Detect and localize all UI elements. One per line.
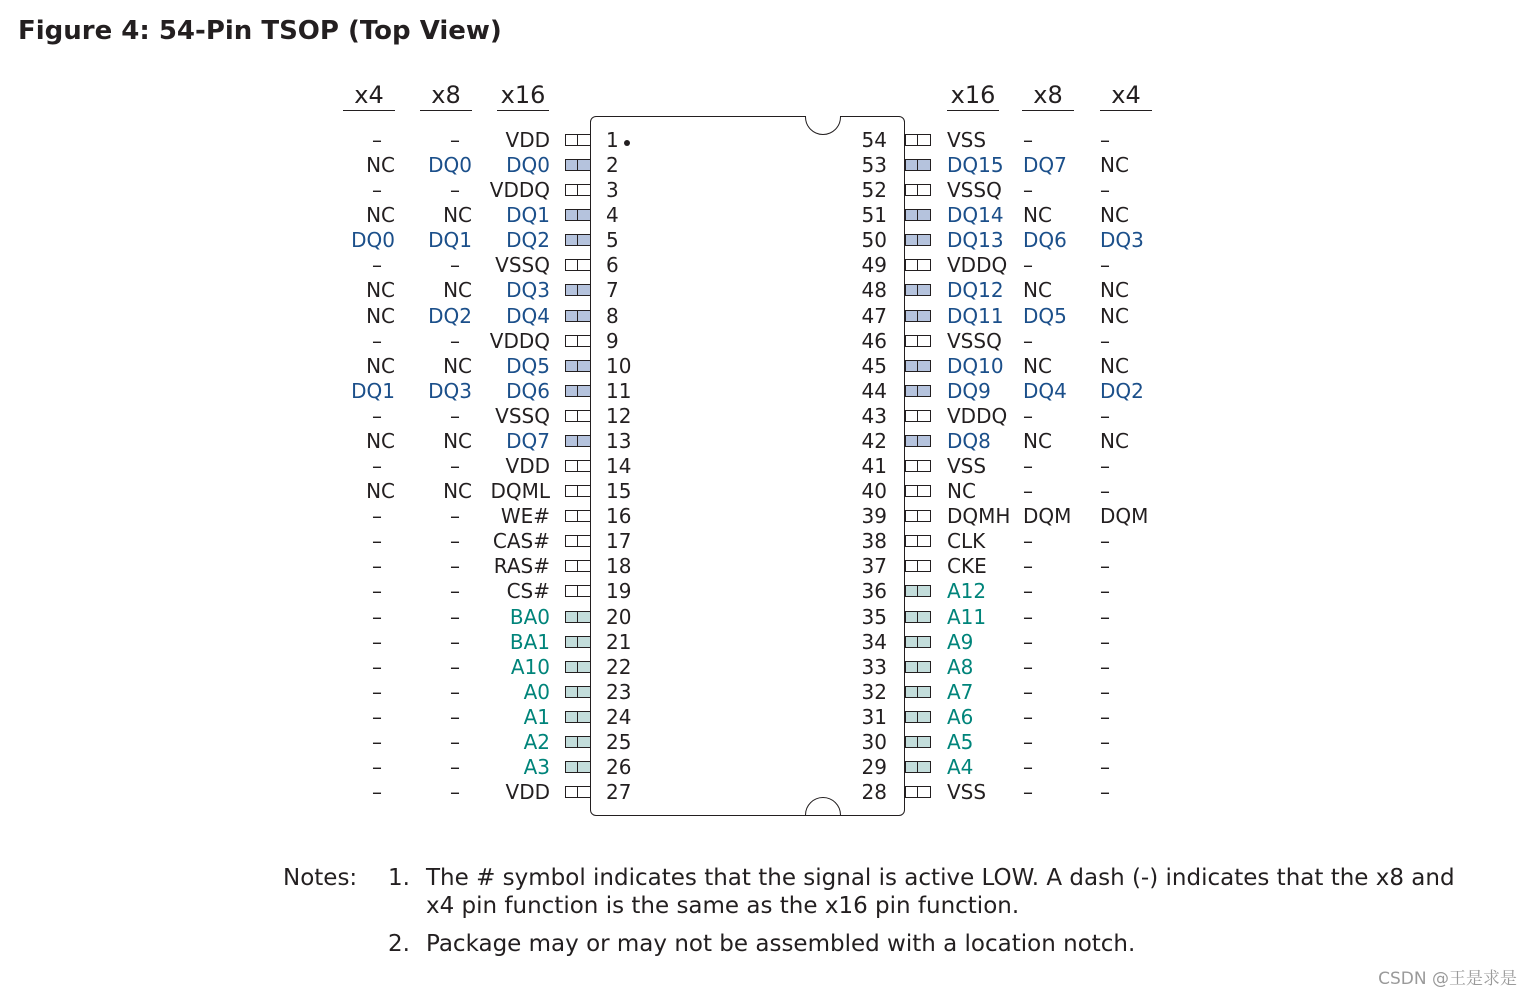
pin-x16-label: DQ10 <box>947 353 1004 378</box>
top-notch <box>805 99 841 135</box>
pin-x4-label: NC <box>366 203 395 228</box>
pin-x8-label: – <box>450 504 460 529</box>
pin-x4-label: – <box>1100 704 1110 729</box>
pin-x16-label: VSSQ <box>495 403 550 428</box>
note-1-number: 1. <box>388 865 410 891</box>
pin-49-lead <box>905 259 931 271</box>
pin-32-lead <box>905 686 931 698</box>
pin-pin-label: 53 <box>861 153 887 178</box>
pin-x8-label: – <box>1023 454 1033 479</box>
pin-x4-label: NC <box>366 303 395 328</box>
pin-x4-label: – <box>1100 328 1110 353</box>
pin-x8-label: NC <box>443 428 472 453</box>
pin-x8-label: – <box>1023 755 1033 779</box>
pin-pin-label: 6 <box>606 253 619 278</box>
pin-pin-label: 14 <box>606 454 632 479</box>
pin-x8-label: DQ3 <box>428 378 472 403</box>
pin-40-lead <box>905 485 931 497</box>
pin-x4-label: – <box>1100 554 1110 579</box>
pin-x8-label: – <box>1023 178 1033 203</box>
pin-x4-label: – <box>372 679 382 704</box>
pin-x4-label: – <box>372 178 382 203</box>
pin-x8-label: – <box>450 704 460 729</box>
pin-x8-label: NC <box>1023 278 1052 303</box>
pin-pin-label: 35 <box>861 604 887 629</box>
pin-9-lead <box>565 335 591 347</box>
pin-x8-label: – <box>1023 403 1033 428</box>
pin-28-lead <box>905 786 931 798</box>
pin-x4-label: NC <box>1100 428 1129 453</box>
pin-x8-label: – <box>450 579 460 604</box>
pin-x8-label: – <box>1023 704 1033 729</box>
pin-x4-label: NC <box>1100 153 1129 178</box>
pin-27-lead <box>565 786 591 798</box>
pin-x8-label: – <box>1023 128 1033 152</box>
pin-pin-label: 39 <box>861 504 887 529</box>
pin-x16-label: DQ9 <box>947 378 991 403</box>
pin-pin-label: 41 <box>861 454 887 479</box>
pin-pin-label: 45 <box>861 353 887 378</box>
pin-7-lead <box>565 284 591 296</box>
pin-6-lead <box>565 259 591 271</box>
pin-pin-label: 17 <box>606 529 632 554</box>
pin-pin-label: 47 <box>861 303 887 328</box>
pin-15-lead <box>565 485 591 497</box>
pin-x4-label: NC <box>1100 303 1129 328</box>
pin-36-lead <box>905 585 931 597</box>
pin-x16-label: VSS <box>947 128 987 152</box>
pin-x4-label: – <box>1100 454 1110 479</box>
pin-18-lead <box>565 560 591 572</box>
pin-x8-label: – <box>1023 604 1033 629</box>
pin-x16-label: VDD <box>505 454 550 479</box>
pin-x4-label: – <box>1100 679 1110 704</box>
pin-pin-label: 9 <box>606 328 619 353</box>
pin-29-lead <box>905 761 931 773</box>
pin-x8-label: – <box>450 629 460 654</box>
pin-x16-label: VSSQ <box>947 178 1002 203</box>
pin-x4-label: – <box>372 780 382 805</box>
pin-pin-label: 30 <box>861 729 887 754</box>
pin-x16-label: DQ4 <box>506 303 550 328</box>
pin-x4-label: – <box>372 654 382 679</box>
pin-pin-label: 2 <box>606 153 619 178</box>
header-left-x8: x8 <box>420 80 472 111</box>
pin-x16-label: DQ1 <box>506 203 550 228</box>
pin-x16-label: VDDQ <box>947 403 1008 428</box>
pin-x4-label: DQ0 <box>351 228 395 253</box>
pin-4-lead <box>565 209 591 221</box>
pin-x16-label: A8 <box>947 654 974 679</box>
pin-x16-label: A2 <box>523 729 550 754</box>
pin-pin-label: 50 <box>861 228 887 253</box>
pin-x4-label: – <box>372 454 382 479</box>
pin-pin-label: 34 <box>861 629 887 654</box>
pin-23-lead <box>565 686 591 698</box>
pin-x4-label: – <box>1100 479 1110 504</box>
pin-x8-label: NC <box>443 203 472 228</box>
note-2-text: Package may or may not be assembled with a location notch. <box>426 931 1136 957</box>
header-left-x16: x16 <box>497 80 549 111</box>
pin-x8-label: – <box>1023 780 1033 805</box>
pin-3-lead <box>565 184 591 196</box>
pin-22-lead <box>565 661 591 673</box>
pin-x16-label: DQ7 <box>506 428 550 453</box>
pin-x16-label: DQ3 <box>506 278 550 303</box>
pin-x16-label: VDDQ <box>489 328 550 353</box>
pin-51-lead <box>905 209 931 221</box>
pin-x8-label: DQ0 <box>428 153 472 178</box>
pin-38-lead <box>905 535 931 547</box>
pin-42-lead <box>905 435 931 447</box>
pin-33-lead <box>905 661 931 673</box>
pin-x4-label: – <box>372 579 382 604</box>
pin-pin-label: 19 <box>606 579 632 604</box>
pin-x4-label: NC <box>1100 203 1129 228</box>
pin-x16-label: A3 <box>523 755 550 779</box>
pin-x4-label: – <box>1100 604 1110 629</box>
pin-x4-label: – <box>1100 403 1110 428</box>
pin-x16-label: A5 <box>947 729 974 754</box>
pin-x16-label: NC <box>947 479 976 504</box>
pin-x4-label: DQ1 <box>351 378 395 403</box>
pin-pin-label: 18 <box>606 554 632 579</box>
pin-x8-label: – <box>450 729 460 754</box>
pin-x16-label: A4 <box>947 755 974 779</box>
pin-x8-label: – <box>1023 328 1033 353</box>
pin-pin-label: 25 <box>606 729 632 754</box>
header-right-x16: x16 <box>947 80 999 111</box>
pin-x8-label: – <box>1023 629 1033 654</box>
pin-x8-label: – <box>1023 654 1033 679</box>
header-left-x4: x4 <box>343 80 395 111</box>
pin-pin-label: 43 <box>861 403 887 428</box>
pin-34-lead <box>905 636 931 648</box>
pin-x16-label: VSS <box>947 454 987 479</box>
pin-25-lead <box>565 736 591 748</box>
pin-pin-label: 52 <box>861 178 887 203</box>
pin-26-lead <box>565 761 591 773</box>
pin-x8-label: – <box>450 604 460 629</box>
pin-x8-label: – <box>450 529 460 554</box>
pin-53-lead <box>905 159 931 171</box>
pin-x16-label: VSSQ <box>947 328 1002 353</box>
pin-pin-label: 20 <box>606 604 632 629</box>
pin-x4-label: – <box>1100 579 1110 604</box>
pin-31-lead <box>905 711 931 723</box>
pin-x4-label: – <box>372 403 382 428</box>
pin-19-lead <box>565 585 591 597</box>
pin-x8-label: DQ4 <box>1023 378 1067 403</box>
pin-41-lead <box>905 460 931 472</box>
pin-x4-label: NC <box>366 353 395 378</box>
pin-x8-label: – <box>1023 253 1033 278</box>
pin-x8-label: NC <box>1023 428 1052 453</box>
header-right-x8: x8 <box>1022 80 1074 111</box>
pin-x4-label: – <box>1100 629 1110 654</box>
pin-x4-label: – <box>372 554 382 579</box>
pin-x16-label: A0 <box>523 679 550 704</box>
pin-pin-label: 27 <box>606 780 632 805</box>
pin-x4-label: – <box>1100 529 1110 554</box>
pin-20-lead <box>565 611 591 623</box>
pin-x4-label: DQ3 <box>1100 228 1144 253</box>
pin-pin-label: 16 <box>606 504 632 529</box>
figure-title: Figure 4: 54-Pin TSOP (Top View) <box>18 16 502 46</box>
pin-x16-label: VDD <box>505 780 550 805</box>
pin-x4-label: – <box>1100 780 1110 805</box>
pin-x8-label: – <box>1023 679 1033 704</box>
pin-x4-label: – <box>372 704 382 729</box>
pin-x8-label: DQM <box>1023 504 1072 529</box>
pin-x16-label: CAS# <box>492 529 550 554</box>
pin-x16-label: A9 <box>947 629 974 654</box>
pin-x4-label: NC <box>1100 353 1129 378</box>
pin-x8-label: – <box>1023 479 1033 504</box>
pin-16-lead <box>565 510 591 522</box>
pin-pin-label: 24 <box>606 704 632 729</box>
pin-x8-label: – <box>450 328 460 353</box>
pin-x16-label: DQ0 <box>506 153 550 178</box>
pin-x8-label: – <box>450 780 460 805</box>
pin-x8-label: NC <box>1023 203 1052 228</box>
pin-pin-label: 13 <box>606 428 632 453</box>
pin-pin-label: 40 <box>861 479 887 504</box>
pin-x16-label: DQ6 <box>506 378 550 403</box>
pin-x4-label: – <box>372 604 382 629</box>
pin-x8-label: – <box>450 128 460 152</box>
pin-x4-label: – <box>1100 178 1110 203</box>
pin-x8-label: – <box>450 178 460 203</box>
pin-x4-label: – <box>372 629 382 654</box>
pin-30-lead <box>905 736 931 748</box>
pin-pin-label: 42 <box>861 428 887 453</box>
notes-label: Notes: <box>283 865 358 891</box>
pin-pin-label: 51 <box>861 203 887 228</box>
pin-17-lead <box>565 535 591 547</box>
pin-pin-label: 44 <box>861 378 887 403</box>
pin-2-lead <box>565 159 591 171</box>
pin-x16-label: A10 <box>510 654 550 679</box>
pin-x16-label: CS# <box>506 579 550 604</box>
pin-x4-label: – <box>1100 654 1110 679</box>
pin-x4-label: – <box>372 253 382 278</box>
pin-x16-label: DQ13 <box>947 228 1004 253</box>
pin-14-lead <box>565 460 591 472</box>
pin-x8-label: – <box>450 679 460 704</box>
watermark: CSDN @王是求是 <box>1378 969 1517 989</box>
pin-pin-label: 11 <box>606 378 632 403</box>
pin-x16-label: A11 <box>947 604 987 629</box>
pin-pin-label: 37 <box>861 554 887 579</box>
pin-1-lead <box>565 134 591 146</box>
pin-pin-label: 26 <box>606 755 632 779</box>
pin-11-lead <box>565 385 591 397</box>
pin-54-lead <box>905 134 931 146</box>
pin-x4-label: NC <box>366 278 395 303</box>
pin-x16-label: DQMH <box>947 504 1011 529</box>
pin-x4-label: – <box>372 128 382 152</box>
pin-39-lead <box>905 510 931 522</box>
pin-x8-label: – <box>450 454 460 479</box>
note-2-number: 2. <box>388 931 410 957</box>
pin-x4-label: NC <box>366 428 395 453</box>
pin1-dot <box>624 140 630 146</box>
pin-x16-label: BA0 <box>509 604 550 629</box>
pin-pin-label: 8 <box>606 303 619 328</box>
pin-35-lead <box>905 611 931 623</box>
pin-x4-label: – <box>1100 128 1110 152</box>
pin-12-lead <box>565 410 591 422</box>
pin-13-lead <box>565 435 591 447</box>
pin-pin-label: 10 <box>606 353 632 378</box>
pin-x4-label: – <box>372 529 382 554</box>
pin-x8-label: – <box>450 554 460 579</box>
pin-x16-label: VSSQ <box>495 253 550 278</box>
pin-x4-label: – <box>372 504 382 529</box>
pin-x4-label: – <box>372 328 382 353</box>
pin-pin-label: 33 <box>861 654 887 679</box>
pin-pin-label: 36 <box>861 579 887 604</box>
pin-52-lead <box>905 184 931 196</box>
pin-x8-label: – <box>1023 729 1033 754</box>
pin-pin-label: 4 <box>606 203 619 228</box>
pin-pin-label: 7 <box>606 278 619 303</box>
pin-x16-label: VDD <box>505 128 550 152</box>
pin-x8-label: DQ6 <box>1023 228 1067 253</box>
pin-x16-label: DQ15 <box>947 153 1004 178</box>
pin-x16-label: DQ11 <box>947 303 1004 328</box>
pin-pin-label: 23 <box>606 679 632 704</box>
pin-50-lead <box>905 234 931 246</box>
pin-pin-label: 1 <box>606 128 619 152</box>
pin-pin-label: 32 <box>861 679 887 704</box>
pin-x16-label: CLK <box>947 529 986 554</box>
pin-x16-label: RAS# <box>493 554 550 579</box>
pin-x8-label: NC <box>1023 353 1052 378</box>
pin-x16-label: A6 <box>947 704 974 729</box>
pin-pin-label: 29 <box>861 755 887 779</box>
pin-x8-label: – <box>450 403 460 428</box>
pin-8-lead <box>565 310 591 322</box>
pin-pin-label: 22 <box>606 654 632 679</box>
pin-x8-label: NC <box>443 353 472 378</box>
pin-x16-label: A1 <box>523 704 550 729</box>
pin-45-lead <box>905 360 931 372</box>
pin-x4-label: – <box>1100 755 1110 779</box>
pin-pin-label: 15 <box>606 479 632 504</box>
pin-x8-label: NC <box>443 479 472 504</box>
pin-x8-label: – <box>1023 579 1033 604</box>
pin-44-lead <box>905 385 931 397</box>
pin-x16-label: DQ8 <box>947 428 991 453</box>
pin-43-lead <box>905 410 931 422</box>
pin-pin-label: 5 <box>606 228 619 253</box>
pin-pin-label: 48 <box>861 278 887 303</box>
pin-pin-label: 28 <box>861 780 887 805</box>
pin-37-lead <box>905 560 931 572</box>
pin-x4-label: NC <box>1100 278 1129 303</box>
pin-x8-label: – <box>1023 529 1033 554</box>
pin-pin-label: 46 <box>861 328 887 353</box>
note-1-text: The # symbol indicates that the signal is active LOW. A dash (-) indicates that the x8 and x4 pin function is the same as the x16 pin function. <box>426 865 1455 919</box>
pin-x8-label: DQ5 <box>1023 303 1067 328</box>
pin-21-lead <box>565 636 591 648</box>
pin-47-lead <box>905 310 931 322</box>
pin-pin-label: 54 <box>861 128 887 152</box>
pin-pin-label: 31 <box>861 704 887 729</box>
pin-pin-label: 3 <box>606 178 619 203</box>
pin-x4-label: NC <box>366 479 395 504</box>
pin-x4-label: – <box>1100 253 1110 278</box>
pin-x4-label: – <box>372 729 382 754</box>
pin-x16-label: DQ12 <box>947 278 1004 303</box>
pin-x16-label: VSS <box>947 780 987 805</box>
pin-46-lead <box>905 335 931 347</box>
pin-x8-label: DQ1 <box>428 228 472 253</box>
pin-x16-label: DQ14 <box>947 203 1004 228</box>
pin-x8-label: – <box>450 755 460 779</box>
pin-x16-label: DQML <box>490 479 550 504</box>
pin-x16-label: DQ2 <box>506 228 550 253</box>
pin-x8-label: – <box>1023 554 1033 579</box>
pin-x4-label: DQM <box>1100 504 1149 529</box>
pin-x8-label: – <box>450 253 460 278</box>
pin-x8-label: DQ7 <box>1023 153 1067 178</box>
pin-x16-label: VDDQ <box>489 178 550 203</box>
pin-x16-label: A7 <box>947 679 974 704</box>
pin-x16-label: VDDQ <box>947 253 1008 278</box>
pin-5-lead <box>565 234 591 246</box>
pin-x16-label: CKE <box>947 554 987 579</box>
pin-x4-label: – <box>1100 729 1110 754</box>
pin-x8-label: NC <box>443 278 472 303</box>
pin-pin-label: 49 <box>861 253 887 278</box>
pin-x16-label: A12 <box>947 579 987 604</box>
pin-48-lead <box>905 284 931 296</box>
pin-x8-label: – <box>450 654 460 679</box>
pin-pin-label: 38 <box>861 529 887 554</box>
pin-pin-label: 21 <box>606 629 632 654</box>
pin-x4-label: NC <box>366 153 395 178</box>
pin-10-lead <box>565 360 591 372</box>
header-right-x4: x4 <box>1100 80 1152 111</box>
pin-24-lead <box>565 711 591 723</box>
pin-x16-label: WE# <box>500 504 550 529</box>
pin-x16-label: BA1 <box>509 629 550 654</box>
pin-pin-label: 12 <box>606 403 632 428</box>
pin-x8-label: DQ2 <box>428 303 472 328</box>
pin-x4-label: DQ2 <box>1100 378 1144 403</box>
pin-x16-label: DQ5 <box>506 353 550 378</box>
pin-x4-label: – <box>372 755 382 779</box>
